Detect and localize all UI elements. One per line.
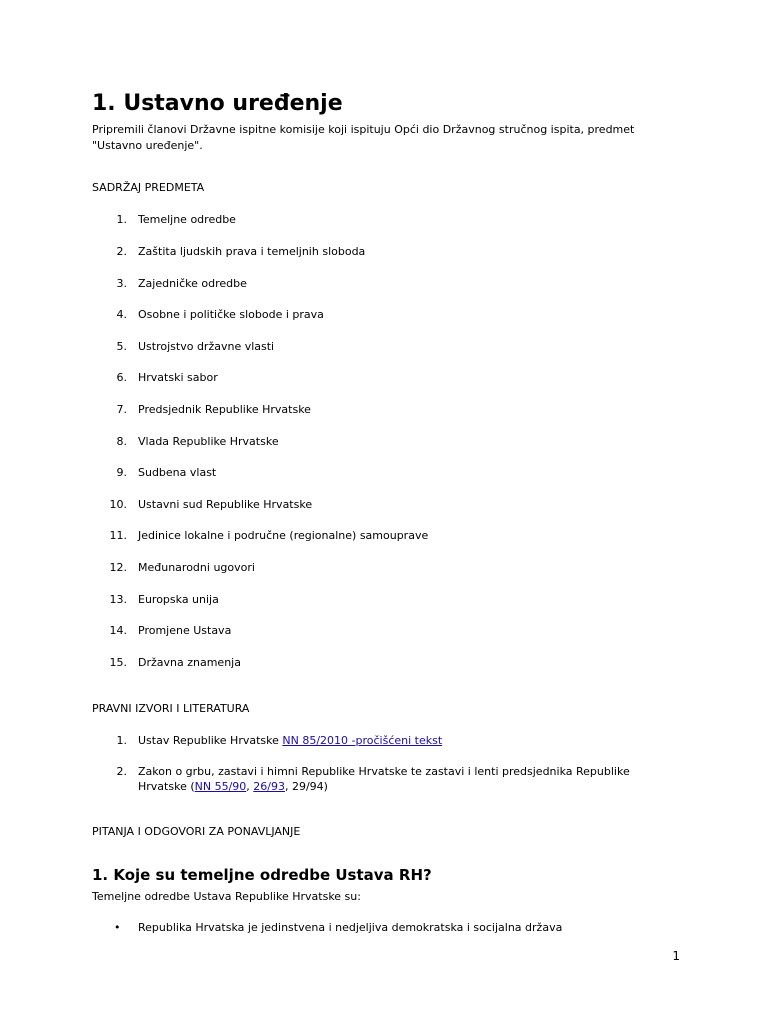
list-item bbox=[92, 655, 672, 670]
list-item-text: Međunarodni ugovori bbox=[138, 561, 255, 574]
list-item bbox=[92, 528, 672, 543]
source-separator: , bbox=[246, 780, 254, 793]
list-item bbox=[92, 339, 672, 354]
source-item-number: 2. bbox=[116, 765, 127, 778]
page-title: 1. Ustavno uređenje bbox=[92, 91, 343, 116]
source-item-text bbox=[138, 733, 672, 748]
list-item bbox=[92, 497, 672, 512]
source-item-number: 1. bbox=[116, 734, 127, 747]
source-item-label: Ustav Republike Hrvatske bbox=[138, 734, 283, 747]
list-item-number: 11. bbox=[109, 529, 127, 542]
source-link-nn-55-90[interactable]: NN 55/90 bbox=[194, 780, 247, 793]
list-item-text: Sudbena vlast bbox=[138, 466, 217, 479]
list-item-text: Ustrojstvo državne vlasti bbox=[138, 340, 275, 353]
bullet-icon: • bbox=[114, 921, 121, 934]
question-title: 1. Koje su temeljne odredbe Ustava RH? bbox=[92, 866, 432, 884]
list-item-text: Zaštita ljudskih prava i temeljnih sloboda bbox=[138, 245, 366, 258]
list-item bbox=[92, 244, 672, 259]
list-item-text: Promjene Ustava bbox=[138, 624, 232, 637]
list-item-number: 5. bbox=[116, 340, 127, 353]
list-item bbox=[92, 465, 672, 480]
source-item bbox=[92, 733, 672, 748]
list-item-text: Osobne i političke slobode i prava bbox=[138, 308, 324, 321]
list-item bbox=[92, 592, 672, 607]
list-item-text: Hrvatski sabor bbox=[138, 371, 218, 384]
list-item-number: 14. bbox=[109, 624, 127, 637]
list-item-number: 6. bbox=[116, 371, 127, 384]
intro-paragraph: Pripremili članovi Državne ispitne komisije koji ispituju Opći dio Državnog stručnog ispita, predmet "Ustavno uređenje". bbox=[92, 123, 635, 152]
list-item-number: 15. bbox=[109, 656, 127, 669]
question-intro: Temeljne odredbe Ustava Republike Hrvatske su: bbox=[92, 890, 361, 903]
list-item bbox=[92, 307, 672, 322]
list-item-number: 9. bbox=[116, 466, 127, 479]
sources-heading: PRAVNI IZVORI I LITERATURA bbox=[92, 702, 250, 715]
list-item-text: Europska unija bbox=[138, 593, 219, 606]
page-number: 1 bbox=[672, 949, 680, 963]
list-item-text: Vlada Republike Hrvatske bbox=[138, 435, 279, 448]
list-item-number: 3. bbox=[116, 277, 127, 290]
list-item bbox=[92, 560, 672, 575]
list-item bbox=[92, 402, 672, 417]
list-item-number: 2. bbox=[116, 245, 127, 258]
source-link-26-93[interactable]: 26/93 bbox=[253, 780, 285, 793]
source-link-nn-85-2010[interactable]: NN 85/2010 -pročišćeni tekst bbox=[282, 734, 443, 747]
list-item-number: 1. bbox=[116, 213, 127, 226]
qa-heading: PITANJA I ODGOVORI ZA PONAVLJANJE bbox=[92, 825, 301, 838]
list-item bbox=[92, 212, 672, 227]
list-item-number: 12. bbox=[109, 561, 127, 574]
source-item bbox=[92, 764, 672, 794]
list-item-text: Zajedničke odredbe bbox=[138, 277, 247, 290]
source-item-text bbox=[138, 764, 672, 794]
contents-heading: SADRŽAJ PREDMETA bbox=[92, 181, 205, 194]
list-item bbox=[92, 623, 672, 638]
list-item bbox=[92, 276, 672, 291]
list-item-text: Državna znamenja bbox=[138, 656, 241, 669]
list-item-number: 13. bbox=[109, 593, 127, 606]
list-item-text: Jedinice lokalne i područne (regionalne) samouprave bbox=[138, 529, 429, 542]
bullet-text: Republika Hrvatska je jedinstvena i nedjeljiva demokratska i socijalna država bbox=[138, 921, 563, 934]
source-item-label: Zakon o grbu, zastavi i himni Republike Hrvatske te zastavi i lenti predsjednika Republike Hrvatske ( bbox=[138, 765, 630, 793]
list-item-number: 10. bbox=[109, 498, 127, 511]
list-item-text: Ustavni sud Republike Hrvatske bbox=[138, 498, 313, 511]
bullet-item bbox=[92, 920, 672, 935]
list-item-number: 8. bbox=[116, 435, 127, 448]
list-item bbox=[92, 434, 672, 449]
source-tail: , 29/94) bbox=[284, 780, 328, 793]
list-item-text: Predsjednik Republike Hrvatske bbox=[138, 403, 311, 416]
list-item-text: Temeljne odredbe bbox=[138, 213, 236, 226]
list-item-number: 7. bbox=[116, 403, 127, 416]
list-item bbox=[92, 370, 672, 385]
list-item-number: 4. bbox=[116, 308, 127, 321]
